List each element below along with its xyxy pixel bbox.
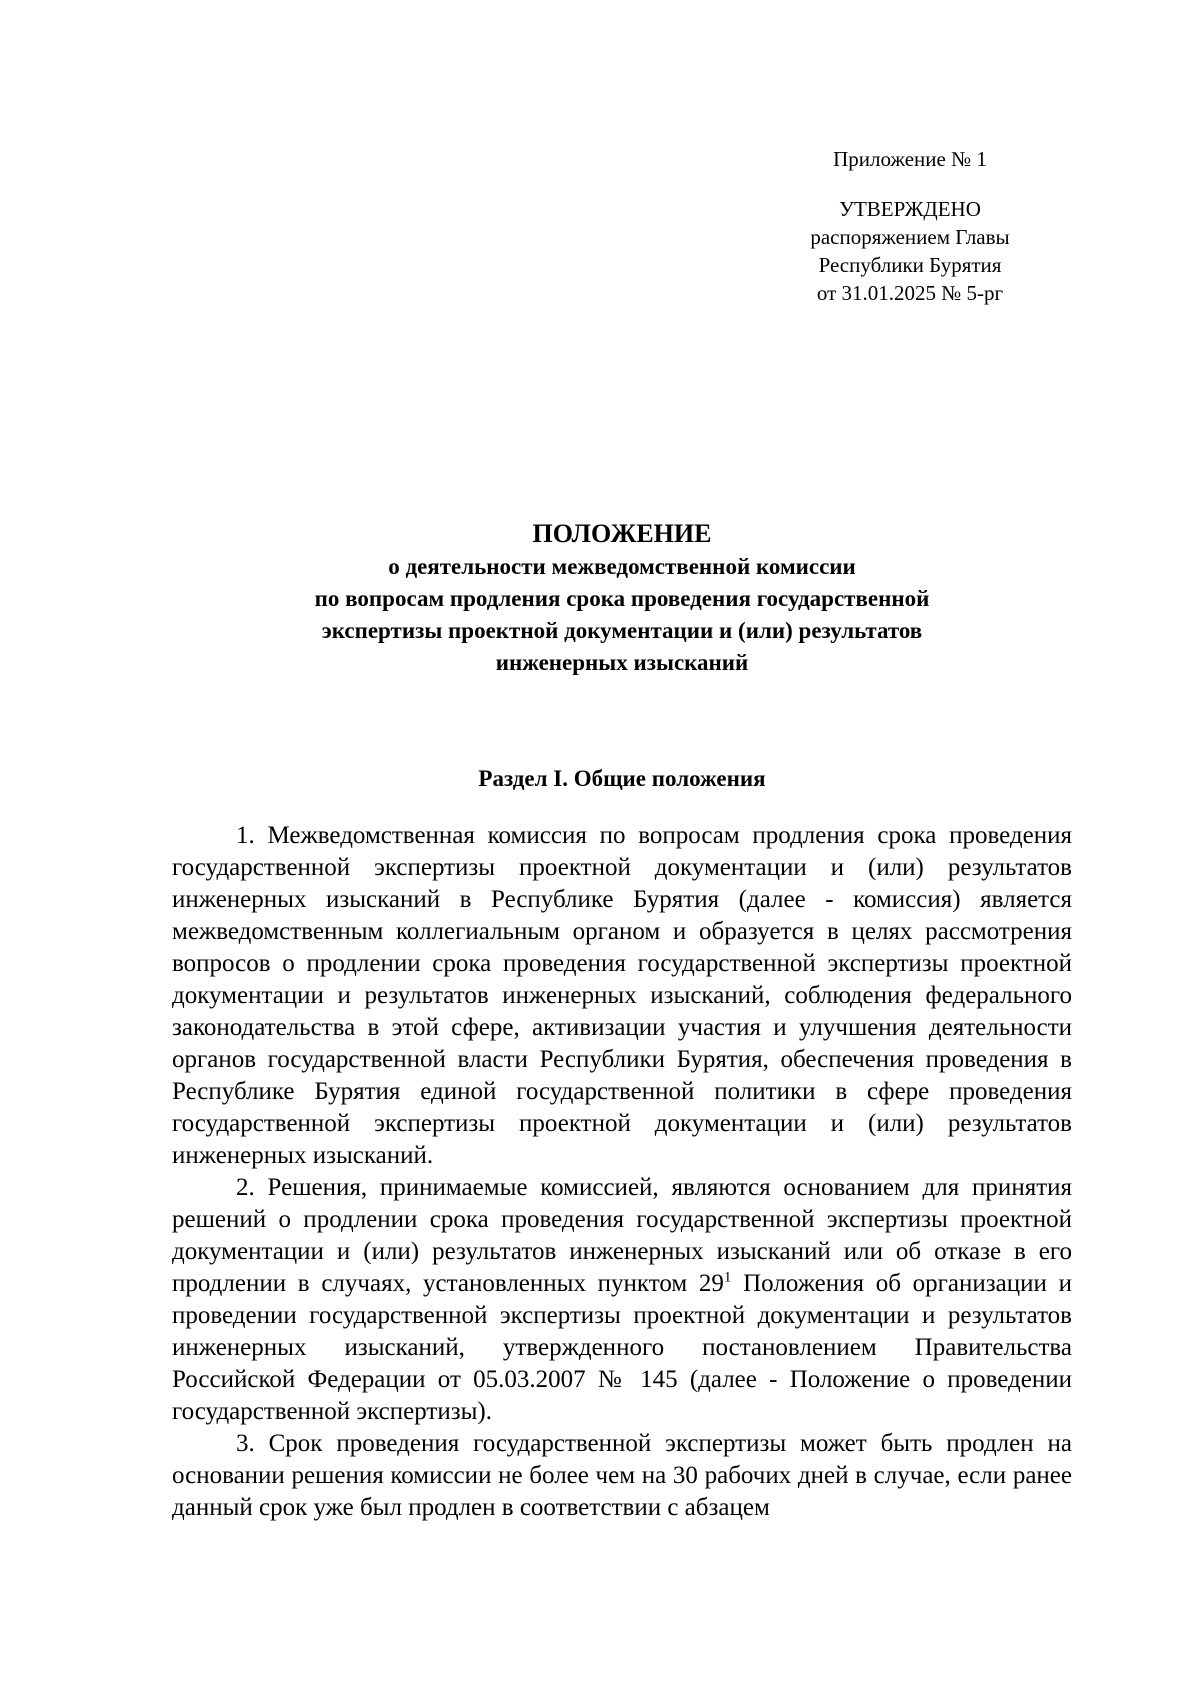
section-heading: Раздел I. Общие положения	[478, 766, 766, 791]
paragraph-1: 1. Межведомственная комиссия по вопросам продления срока проведения государственной экспертизы проектной документации и (или) результатов инженерных изысканий в Республике Бурятия (далее - комиссия) является межведомственным коллегиальным органом и образуется в целях рассмотрения вопросов о продлении срока проведения государственной экспертизы проектной документации и результатов инженерных изысканий, соблюдения федерального законодательства в этой сфере, активизации участия и улучшения деятельности органов государственной власти Республики Бурятия, обеспечения проведения в Республике Бурятия единой государственной политики в сфере проведения государственной экспертизы проектной документации и (или) результатов инженерных изысканий.	[172, 822, 1072, 1169]
approval-stamp	[780, 195, 1040, 307]
approval-line-date: от 31.01.2025 № 5-рг	[816, 281, 1004, 305]
document-subtitle-line: инженерных изысканий	[495, 650, 749, 675]
footnote-superscript: 1	[723, 1269, 732, 1286]
document-title-block	[172, 517, 1072, 679]
paragraph-2	[172, 1172, 1072, 1428]
paragraph-2-text: 2. Решения, принимаемые комиссией, являются основанием для принятия решений о продлении срока проведения государственной экспертизы проектной документации и (или) результатов инженерных изысканий или об отказе в его продлении в случаях, установленных пунктом 29	[172, 1174, 1072, 1297]
approval-line-republic: Республики Бурятия	[818, 253, 1002, 277]
document-subtitle-line: экспертизы проектной документации и (или) результатов	[321, 618, 923, 643]
paragraph-3: 3. Срок проведения государственной экспертизы может быть продлен на основании решения комиссии не более чем на 30 рабочих дней в случае, если ранее данный срок уже был продлен в соответствии с абзацем	[172, 1430, 1072, 1521]
paragraph-2-text-cont: Положения об организации и проведении государственной экспертизы проектной документации и результатов инженерных изысканий, утвержденного постановлением Правительства Российской Федерации от 05.03.2007 № 145 (далее - Положение о проведении государственной экспертизы).	[172, 1270, 1072, 1425]
document-title: ПОЛОЖЕНИЕ	[532, 519, 712, 548]
approval-line-order: распоряжением Главы	[810, 225, 1010, 249]
approval-line-approved: УТВЕРЖДЕНО	[839, 197, 981, 221]
document-subtitle-line: по вопросам продления срока проведения государственной	[314, 586, 930, 611]
appendix-label: Приложение № 1	[833, 147, 987, 171]
document-body	[172, 820, 1072, 1524]
approval-block	[780, 145, 1040, 307]
document-subtitle-line: о деятельности межведомственной комиссии	[388, 554, 856, 579]
